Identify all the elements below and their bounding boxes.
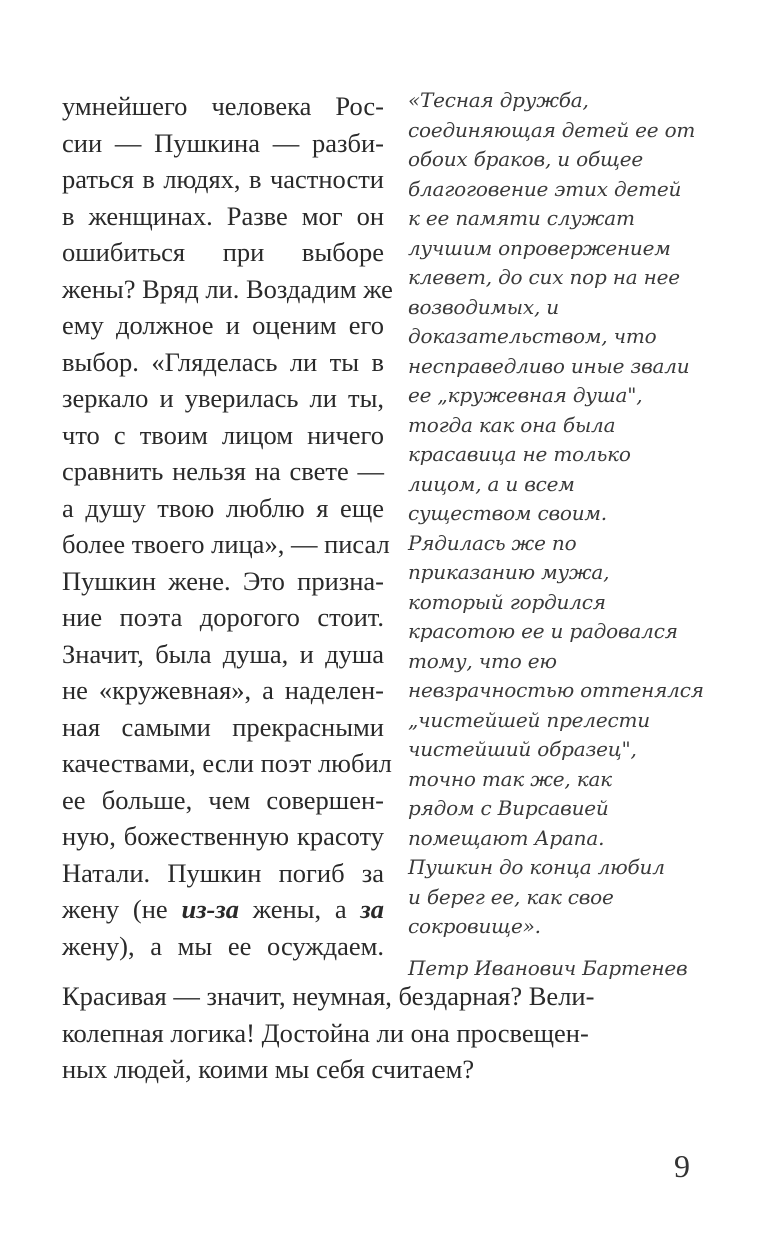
- text-line: а душу твою люблю я еще: [62, 492, 384, 523]
- quote-line: к ее памяти служат: [408, 206, 635, 230]
- quote-line: красотою ее и радовался: [408, 619, 678, 643]
- emphasized-word: из-за: [181, 894, 239, 924]
- quote-author: Петр Иванович Бартенев: [408, 955, 688, 980]
- quote-line: точно так же, как: [408, 766, 612, 791]
- line-part: жены, а: [238, 894, 361, 924]
- quote-line: „чистейшей прелести: [408, 707, 650, 732]
- quote-line: несправедливо иные звали: [408, 353, 690, 378]
- quote-line: чистейший образец",: [408, 737, 637, 761]
- quote-line: приказанию мужа,: [408, 560, 610, 584]
- text-line: умнейшего человека Рос-: [62, 91, 384, 121]
- text-line: ему должное и оценим его: [62, 310, 384, 340]
- quote-line: благоговение этих детей: [408, 176, 682, 201]
- page-number: 9: [674, 1148, 690, 1184]
- text-line: жены? Вряд ли. Воздадим же: [62, 273, 393, 304]
- emphasized-word: за: [360, 894, 384, 924]
- text-line: Пушкин жене. Это призна-: [62, 565, 384, 596]
- text-line: что с твоим лицом ничего: [62, 419, 384, 450]
- quote-line: ее „кружевная душа",: [408, 383, 643, 407]
- text-line: раться в людях, в частности: [62, 164, 384, 194]
- quote-line: лучшим опровержением: [408, 235, 671, 260]
- text-line: сии — Пушкина — разби-: [62, 127, 384, 158]
- text-line: Натали. Пушкин погиб за: [62, 857, 384, 888]
- quote-line: тому, что ею: [408, 648, 557, 673]
- quote-line: Пушкин до конца любил: [408, 855, 665, 879]
- text-line: не «кружевная», а наделен-: [62, 675, 384, 705]
- quote-line: невзрачностью оттенялся: [408, 678, 704, 702]
- quote-line: лицом, а и всем: [408, 471, 575, 496]
- line-part: жену (не: [62, 894, 182, 924]
- quote-line: возводимых, и: [408, 294, 559, 319]
- text-line: ная самыми прекрасными: [62, 711, 384, 742]
- text-line: ную, божественную красоту: [62, 821, 384, 851]
- text-line: Значит, была душа, и душа: [62, 638, 384, 669]
- text-line: в женщинах. Разве мог он: [62, 200, 384, 231]
- quote-line: клевет, до сих пор на нее: [408, 265, 680, 289]
- quote-line: существом своим.: [408, 501, 607, 525]
- quote-line: рядом с Вирсавией: [408, 796, 609, 820]
- text-line: более твоего лица», — писал: [62, 529, 390, 559]
- text-line: зеркало и уверилась ли ты,: [62, 383, 384, 413]
- text-line: колепная логика! Достойна ли она просвещен-: [62, 1017, 589, 1048]
- text-line: Красивая — значит, неумная, бездарная? Вели-: [62, 981, 595, 1011]
- main-text-column: [62, 88, 393, 964]
- text-line: ных людей, коими мы себя считаем?: [62, 1054, 475, 1084]
- text-line: выбор. «Гляделась ли ты в: [62, 346, 384, 377]
- quote-line: который гордился: [408, 589, 606, 614]
- quote-line: помещают Арапа.: [408, 825, 605, 850]
- text-line: ние поэта дорогого стоит.: [62, 602, 384, 632]
- bottom-paragraph: [62, 978, 702, 1088]
- text-line: сравнить нельзя на свете —: [62, 456, 384, 486]
- text-line-emphasis: [62, 891, 384, 928]
- quote-line: «Тесная дружба,: [408, 88, 589, 112]
- quote-line: красавица не только: [408, 442, 631, 466]
- quote-line: обоих браков, и общее: [408, 147, 644, 171]
- sidebar-quote: [408, 86, 704, 983]
- text-line: жену), а мы ее осуждаем.: [62, 930, 384, 961]
- quote-line: сокровище».: [408, 914, 541, 938]
- quote-line: тогда как она была: [408, 412, 616, 437]
- quote-line: Рядилась же по: [408, 530, 577, 555]
- text-line: ошибиться при выборе: [62, 237, 384, 267]
- quote-line: доказательством, что: [408, 324, 657, 348]
- text-line: качествами, если поэт любил: [62, 748, 392, 778]
- quote-line: соединяющая детей ее от: [408, 117, 696, 142]
- quote-line: и берег ее, как свое: [408, 884, 614, 909]
- text-line: ее больше, чем совершен-: [62, 784, 384, 815]
